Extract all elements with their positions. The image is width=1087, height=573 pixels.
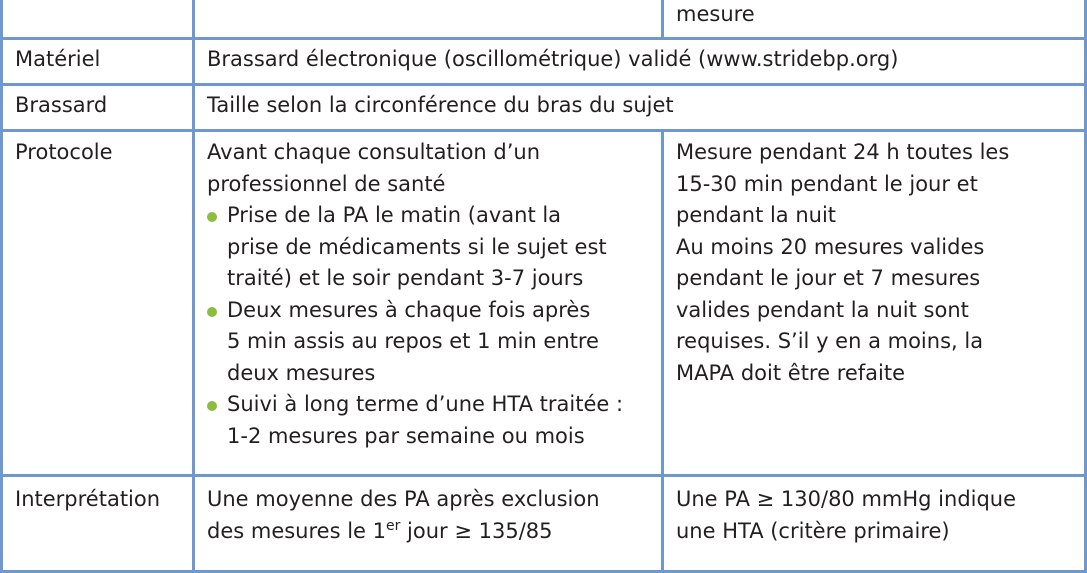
row-label-interpretation: Interprétation	[2, 476, 194, 572]
bullet-dot-icon	[207, 401, 217, 411]
cell-interpretation-automesure	[194, 476, 663, 572]
superscript: er	[386, 517, 401, 534]
cell-text: une HTA (critère primaire)	[676, 518, 950, 543]
cell-protocole-automesure	[194, 131, 663, 476]
cell-text: requises. S’il y en a moins, la	[676, 329, 984, 353]
cell-text: valides pendant la nuit sont	[676, 297, 969, 322]
cell-text: Mesure pendant 24 h toutes les	[676, 140, 1010, 164]
cell-text: Deux mesures à chaque fois après	[227, 297, 591, 322]
cell-text-line	[207, 516, 653, 548]
table-row	[2, 39, 1086, 85]
cell-text: Au moins 20 mesures valides	[676, 234, 985, 259]
cell-interpretation-mapa	[663, 476, 1086, 572]
cell-text: 5 min assis au repos et 1 min entre	[227, 329, 599, 353]
cell-text: prise de médicaments si le sujet est	[227, 234, 607, 259]
row-label-brassard: Brassard	[2, 85, 194, 131]
row-label-materiel: Matériel	[2, 39, 194, 85]
cell-text: Prise de la PA le matin (avant la	[227, 203, 562, 227]
bullet-dot-icon	[207, 212, 217, 222]
cell-text: jour ≥ 135/85	[400, 518, 553, 543]
cell-text: mesure	[676, 2, 755, 26]
row-label-protocole: Protocole	[2, 131, 194, 476]
table-row	[2, 476, 1086, 572]
cell-col3	[663, 0, 1086, 39]
bullet-dot-icon	[207, 307, 217, 317]
cell-text: Avant chaque consultation d’un	[207, 140, 541, 164]
cell-text: 1-2 mesures par semaine ou mois	[227, 423, 585, 448]
cell-text: des mesures le 1	[207, 518, 386, 543]
cell-col2-empty	[194, 0, 663, 39]
cell-text: Une PA ≥ 130/80 mmHg indique	[676, 487, 1017, 511]
cell-text: pendant la nuit	[676, 203, 837, 227]
cell-text: pendant le jour et 7 mesures	[676, 266, 981, 290]
table-row	[2, 0, 1086, 39]
cell-text: MAPA doit être refaite	[676, 360, 906, 385]
row-label-empty	[2, 0, 194, 39]
cell-text: 15-30 min pendant le jour et	[676, 171, 978, 196]
cell-text: professionnel de santé	[207, 171, 446, 196]
cell-text: Une moyenne des PA après exclusion	[207, 487, 600, 511]
cell-text: traité) et le soir pendant 3-7 jours	[227, 266, 584, 290]
list-item	[207, 295, 653, 390]
list-item	[207, 200, 653, 295]
cell-protocole-mapa	[663, 131, 1086, 476]
cell-text: Suivi à long terme d’une HTA traitée :	[227, 392, 624, 416]
table-row	[2, 85, 1086, 131]
list-item	[207, 389, 653, 452]
cell-text: deux mesures	[227, 360, 376, 385]
cell-materiel-value: Brassard électronique (oscillométrique) validé (www.stridebp.org)	[194, 39, 1086, 85]
table-row	[2, 131, 1086, 476]
cell-brassard-value: Taille selon la circonférence du bras du sujet	[194, 85, 1086, 131]
